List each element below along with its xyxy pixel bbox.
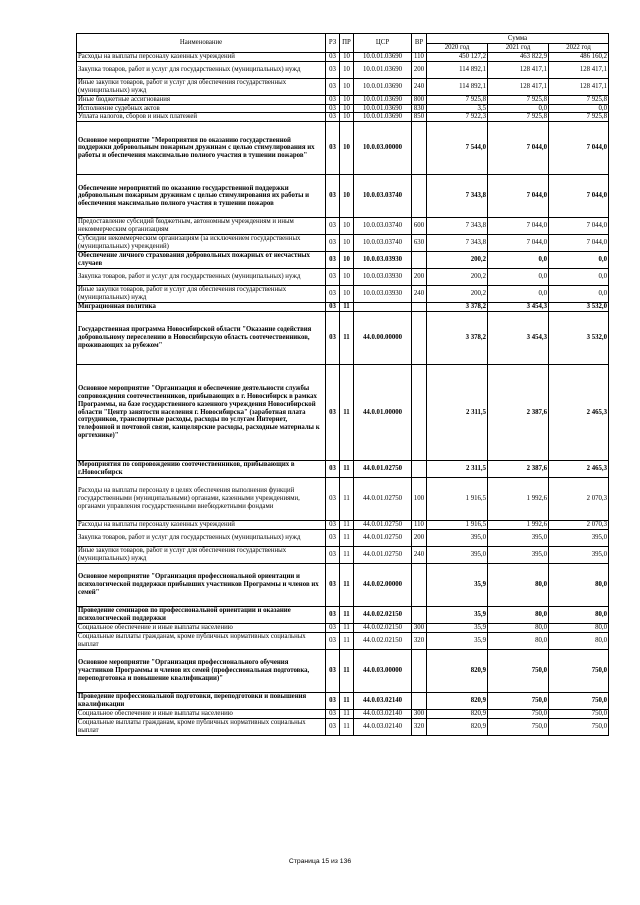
row-name-cell: Основное мероприятие "Организация профессиональной ориентации и психологической поддержки прибывших участников Программы и членов их семей" xyxy=(77,563,326,606)
row-csr-cell: 10.0.01.03690 xyxy=(354,113,412,122)
row-name-cell: Исполнение судебных актов xyxy=(77,104,326,113)
row-rz-cell: 03 xyxy=(326,218,340,235)
table-row xyxy=(77,461,609,478)
row-2022-cell: 3 532,0 xyxy=(549,303,609,312)
row-2020-cell: 3 378,2 xyxy=(427,303,488,312)
row-2021-cell: 395,0 xyxy=(488,529,549,546)
row-pr-cell: 11 xyxy=(340,529,354,546)
row-vr-cell xyxy=(412,649,427,692)
row-csr-cell: 44.0.01.02750 xyxy=(354,521,412,530)
row-csr-cell: 10.0.03.03930 xyxy=(354,269,412,286)
row-name-cell: Закупка товаров, работ и услуг для государственных (муниципальных) нужд xyxy=(77,529,326,546)
row-2020-cell: 7 922,3 xyxy=(427,113,488,122)
row-rz-cell: 03 xyxy=(326,269,340,286)
row-rz-cell: 03 xyxy=(326,709,340,718)
row-2022-cell: 0,0 xyxy=(549,269,609,286)
row-2021-cell: 7 044,0 xyxy=(488,122,549,175)
table-row xyxy=(77,632,609,649)
row-pr-cell: 11 xyxy=(340,718,354,735)
row-name-cell: Субсидии некоммерческим организациям (за исключением государственных (муниципальных) учреждений) xyxy=(77,235,326,252)
row-pr-cell: 10 xyxy=(340,61,354,78)
row-2022-cell: 750,0 xyxy=(549,709,609,718)
table-row xyxy=(77,365,609,461)
row-rz-cell: 03 xyxy=(326,104,340,113)
table-row xyxy=(77,529,609,546)
row-name-cell: Социальные выплаты гражданам, кроме публичных нормативных социальных выплат xyxy=(77,632,326,649)
row-pr-cell: 11 xyxy=(340,546,354,563)
row-name-cell: Уплата налогов, сборов и иных платежей xyxy=(77,113,326,122)
row-csr-cell: 10.0.01.03690 xyxy=(354,95,412,104)
row-2020-cell: 200,2 xyxy=(427,286,488,303)
row-2022-cell: 7 044,0 xyxy=(549,218,609,235)
row-2020-cell: 820,9 xyxy=(427,649,488,692)
row-2021-cell: 1 992,6 xyxy=(488,521,549,530)
row-2022-cell: 2 070,3 xyxy=(549,521,609,530)
row-pr-cell: 10 xyxy=(340,218,354,235)
row-2021-cell: 0,0 xyxy=(488,286,549,303)
row-name-cell: Социальное обеспечение и иные выплаты населению xyxy=(77,623,326,632)
col-header-rz: РЗ xyxy=(326,34,340,53)
row-2020-cell: 450 127,2 xyxy=(427,53,488,62)
row-name-cell: Обеспечение личного страхования добровольных пожарных от несчастных случаев xyxy=(77,252,326,269)
row-2021-cell: 3 454,3 xyxy=(488,303,549,312)
row-vr-cell: 830 xyxy=(412,104,427,113)
row-name-cell: Иные закупки товаров, работ и услуг для обеспечения государственных (муниципальных) нужд xyxy=(77,546,326,563)
row-pr-cell: 11 xyxy=(340,461,354,478)
row-rz-cell: 03 xyxy=(326,53,340,62)
row-name-cell: Основное мероприятие "Организация профессионального обучения участников Программы и членов их семей (профессиональная подготовка, переподготовка и повышение квалификации)" xyxy=(77,649,326,692)
row-vr-cell: 800 xyxy=(412,95,427,104)
row-pr-cell: 11 xyxy=(340,606,354,623)
row-csr-cell: 10.0.03.03740 xyxy=(354,218,412,235)
row-csr-cell: 44.0.03.00000 xyxy=(354,649,412,692)
row-csr-cell xyxy=(354,303,412,312)
table-row xyxy=(77,286,609,303)
row-2020-cell: 114 892,1 xyxy=(427,61,488,78)
row-2021-cell: 2 387,6 xyxy=(488,461,549,478)
row-2020-cell: 35,9 xyxy=(427,623,488,632)
row-csr-cell: 10.0.03.03740 xyxy=(354,235,412,252)
row-rz-cell: 03 xyxy=(326,122,340,175)
row-csr-cell: 44.0.01.02750 xyxy=(354,461,412,478)
row-pr-cell: 10 xyxy=(340,269,354,286)
row-name-cell: Основное мероприятие "Организация и обеспечение деятельности службы сопровождения соотечественников, прибывающих в г. Новосибирск в рамках Программы, на базе государственного казенного учреждения Новосибирской области "Центр занятости населения г. Новосибирска" (заработная плата сотрудников, транспортные расходы, расходы по услугам Интернет, телефонной и почтовой связи, канцелярские расходы, расходные материалы к оргтехнике)" xyxy=(77,365,326,461)
row-rz-cell: 03 xyxy=(326,61,340,78)
row-pr-cell: 10 xyxy=(340,286,354,303)
table-header xyxy=(77,34,609,53)
row-vr-cell: 110 xyxy=(412,53,427,62)
row-pr-cell: 11 xyxy=(340,478,354,521)
row-2020-cell: 395,0 xyxy=(427,546,488,563)
row-csr-cell: 10.0.03.03740 xyxy=(354,175,412,218)
table-row xyxy=(77,104,609,113)
row-vr-cell: 200 xyxy=(412,529,427,546)
row-2020-cell: 200,2 xyxy=(427,252,488,269)
table-row xyxy=(77,563,609,606)
row-2021-cell: 1 992,6 xyxy=(488,478,549,521)
row-vr-cell: 110 xyxy=(412,521,427,530)
row-name-cell: Проведение профессиональной подготовки, переподготовки и повышения квалификации xyxy=(77,692,326,709)
row-2020-cell: 7 343,8 xyxy=(427,218,488,235)
row-2022-cell: 0,0 xyxy=(549,286,609,303)
row-rz-cell: 03 xyxy=(326,623,340,632)
col-header-2021: 2021 год xyxy=(488,44,549,53)
row-2021-cell: 80,0 xyxy=(488,623,549,632)
row-rz-cell: 03 xyxy=(326,478,340,521)
row-rz-cell: 03 xyxy=(326,692,340,709)
col-header-pr: ПР xyxy=(340,34,354,53)
row-csr-cell: 44.0.03.02140 xyxy=(354,709,412,718)
row-vr-cell: 300 xyxy=(412,709,427,718)
row-2022-cell: 486 160,2 xyxy=(549,53,609,62)
row-2020-cell: 3 378,2 xyxy=(427,312,488,365)
row-pr-cell: 10 xyxy=(340,113,354,122)
row-vr-cell: 100 xyxy=(412,478,427,521)
row-csr-cell: 44.0.00.00000 xyxy=(354,312,412,365)
row-2022-cell: 2 465,3 xyxy=(549,461,609,478)
row-csr-cell: 10.0.03.03930 xyxy=(354,286,412,303)
row-csr-cell: 10.0.03.00000 xyxy=(354,122,412,175)
row-pr-cell: 10 xyxy=(340,122,354,175)
row-csr-cell: 44.0.02.02150 xyxy=(354,606,412,623)
row-2022-cell: 750,0 xyxy=(549,718,609,735)
page-number: Страница 15 из 136 xyxy=(288,858,352,865)
table-row xyxy=(77,53,609,62)
row-rz-cell: 03 xyxy=(326,286,340,303)
row-pr-cell: 10 xyxy=(340,53,354,62)
table-row xyxy=(77,235,609,252)
col-header-2020: 2020 год xyxy=(427,44,488,53)
row-2022-cell: 7 044,0 xyxy=(549,122,609,175)
row-rz-cell: 03 xyxy=(326,113,340,122)
table-row xyxy=(77,252,609,269)
table-row xyxy=(77,61,609,78)
row-vr-cell: 240 xyxy=(412,78,427,95)
row-2021-cell: 0,0 xyxy=(488,104,549,113)
row-rz-cell: 03 xyxy=(326,606,340,623)
row-2022-cell: 750,0 xyxy=(549,692,609,709)
row-2021-cell: 128 417,1 xyxy=(488,78,549,95)
row-2022-cell: 7 925,8 xyxy=(549,95,609,104)
row-2022-cell: 80,0 xyxy=(549,632,609,649)
row-2020-cell: 3,5 xyxy=(427,104,488,113)
col-header-name: Наименование xyxy=(77,34,326,53)
row-csr-cell: 44.0.01.02750 xyxy=(354,546,412,563)
row-pr-cell: 11 xyxy=(340,521,354,530)
row-csr-cell: 10.0.03.03930 xyxy=(354,252,412,269)
row-rz-cell: 03 xyxy=(326,235,340,252)
row-2021-cell: 750,0 xyxy=(488,718,549,735)
table-row xyxy=(77,478,609,521)
row-vr-cell xyxy=(412,312,427,365)
table-row xyxy=(77,692,609,709)
row-vr-cell xyxy=(412,461,427,478)
table-row xyxy=(77,649,609,692)
row-name-cell: Иные закупки товаров, работ и услуг для обеспечения государственных (муниципальных) нужд xyxy=(77,78,326,95)
row-2021-cell: 0,0 xyxy=(488,269,549,286)
row-2022-cell: 128 417,1 xyxy=(549,61,609,78)
row-name-cell: Проведение семинаров по профессиональной ориентации и оказание психологической поддержки xyxy=(77,606,326,623)
row-2021-cell: 2 387,6 xyxy=(488,365,549,461)
row-pr-cell: 10 xyxy=(340,95,354,104)
row-vr-cell: 630 xyxy=(412,235,427,252)
row-vr-cell xyxy=(412,606,427,623)
row-2020-cell: 7 343,8 xyxy=(427,175,488,218)
row-name-cell: Обеспечение мероприятий по оказанию государственной поддержки добровольным пожарным дружинам с целью стимулирования их работы и обеспечения максимально полного участия в тушении пожаров xyxy=(77,175,326,218)
row-csr-cell: 10.0.01.03690 xyxy=(354,53,412,62)
row-vr-cell xyxy=(412,692,427,709)
budget-table xyxy=(76,33,609,736)
row-name-cell: Иные бюджетные ассигнования xyxy=(77,95,326,104)
row-pr-cell: 11 xyxy=(340,623,354,632)
row-2020-cell: 1 916,5 xyxy=(427,478,488,521)
row-csr-cell: 44.0.01.00000 xyxy=(354,365,412,461)
table-row xyxy=(77,122,609,175)
row-2021-cell: 750,0 xyxy=(488,649,549,692)
row-2020-cell: 7 925,8 xyxy=(427,95,488,104)
row-2022-cell: 3 532,0 xyxy=(549,312,609,365)
row-name-cell: Предоставление субсидий бюджетным, автономным учреждениям и иным некоммерческим организациям xyxy=(77,218,326,235)
row-pr-cell: 11 xyxy=(340,563,354,606)
row-vr-cell: 600 xyxy=(412,218,427,235)
row-rz-cell: 03 xyxy=(326,563,340,606)
row-2022-cell: 7 925,8 xyxy=(549,113,609,122)
row-pr-cell: 10 xyxy=(340,104,354,113)
row-csr-cell: 10.0.01.03690 xyxy=(354,104,412,113)
row-pr-cell: 11 xyxy=(340,709,354,718)
row-rz-cell: 03 xyxy=(326,718,340,735)
row-pr-cell: 10 xyxy=(340,252,354,269)
row-2020-cell: 35,9 xyxy=(427,563,488,606)
row-pr-cell: 11 xyxy=(340,303,354,312)
row-2021-cell: 7 044,0 xyxy=(488,218,549,235)
row-pr-cell: 11 xyxy=(340,312,354,365)
table-row xyxy=(77,709,609,718)
row-name-cell: Социальное обеспечение и иные выплаты населению xyxy=(77,709,326,718)
row-rz-cell: 03 xyxy=(326,95,340,104)
row-vr-cell: 300 xyxy=(412,623,427,632)
row-2020-cell: 114 892,1 xyxy=(427,78,488,95)
row-rz-cell: 03 xyxy=(326,175,340,218)
row-rz-cell: 03 xyxy=(326,461,340,478)
row-csr-cell: 10.0.01.03690 xyxy=(354,78,412,95)
row-2020-cell: 820,9 xyxy=(427,718,488,735)
row-pr-cell: 11 xyxy=(340,632,354,649)
row-pr-cell: 11 xyxy=(340,649,354,692)
row-name-cell: Расходы на выплаты персоналу в целях обеспечения выполнения функций государственными (муниципальными) органами, казенными учреждениями, органами управления государственными внебюджетными фондами xyxy=(77,478,326,521)
row-csr-cell: 44.0.03.02140 xyxy=(354,718,412,735)
row-vr-cell: 320 xyxy=(412,718,427,735)
row-2021-cell: 7 044,0 xyxy=(488,175,549,218)
row-2022-cell: 128 417,1 xyxy=(549,78,609,95)
row-pr-cell: 10 xyxy=(340,235,354,252)
row-rz-cell: 03 xyxy=(326,365,340,461)
col-header-csr: ЦСР xyxy=(354,34,412,53)
row-2021-cell: 750,0 xyxy=(488,709,549,718)
row-rz-cell: 03 xyxy=(326,312,340,365)
col-header-sum: Сумма xyxy=(427,34,609,44)
row-name-cell: Закупка товаров, работ и услуг для государственных (муниципальных) нужд xyxy=(77,269,326,286)
row-2022-cell: 2 070,3 xyxy=(549,478,609,521)
row-2021-cell: 3 454,3 xyxy=(488,312,549,365)
row-name-cell: Государственная программа Новосибирской области "Оказание содействия добровольному переселению в Новосибирскую область соотечественников, проживающих за рубежом" xyxy=(77,312,326,365)
row-pr-cell: 10 xyxy=(340,78,354,95)
row-2020-cell: 820,9 xyxy=(427,709,488,718)
row-csr-cell: 44.0.02.02150 xyxy=(354,623,412,632)
row-name-cell: Иные закупки товаров, работ и услуг для обеспечения государственных (муниципальных) нужд xyxy=(77,286,326,303)
table-row xyxy=(77,269,609,286)
row-vr-cell xyxy=(412,303,427,312)
table-body xyxy=(77,53,609,736)
row-rz-cell: 03 xyxy=(326,529,340,546)
table-row xyxy=(77,78,609,95)
row-rz-cell: 03 xyxy=(326,632,340,649)
row-2022-cell: 7 044,0 xyxy=(549,175,609,218)
table-row xyxy=(77,303,609,312)
row-vr-cell xyxy=(412,122,427,175)
row-2022-cell: 750,0 xyxy=(549,649,609,692)
row-2020-cell: 1 916,5 xyxy=(427,521,488,530)
row-csr-cell: 10.0.01.03690 xyxy=(354,61,412,78)
table-row xyxy=(77,623,609,632)
row-2022-cell: 0,0 xyxy=(549,104,609,113)
row-rz-cell: 03 xyxy=(326,649,340,692)
row-vr-cell: 200 xyxy=(412,61,427,78)
row-name-cell: Основное мероприятие "Мероприятия по оказанию государственной поддержки добровольным пожарным дружинам с целью стимулирования их работы и обеспечения максимально полного участия в тушении пожаров" xyxy=(77,122,326,175)
row-name-cell: Социальные выплаты гражданам, кроме публичных нормативных социальных выплат xyxy=(77,718,326,735)
row-2020-cell: 395,0 xyxy=(427,529,488,546)
row-2021-cell: 80,0 xyxy=(488,563,549,606)
row-csr-cell: 44.0.01.02750 xyxy=(354,529,412,546)
col-header-vr: ВР xyxy=(412,34,427,53)
row-vr-cell: 240 xyxy=(412,286,427,303)
row-2022-cell: 7 044,0 xyxy=(549,235,609,252)
row-2022-cell: 80,0 xyxy=(549,606,609,623)
table-row xyxy=(77,95,609,104)
row-csr-cell: 44.0.03.02140 xyxy=(354,692,412,709)
row-name-cell: Расходы на выплаты персоналу казенных учреждений xyxy=(77,521,326,530)
row-2021-cell: 128 417,1 xyxy=(488,61,549,78)
row-vr-cell xyxy=(412,365,427,461)
col-header-2022: 2022 год xyxy=(549,44,609,53)
row-name-cell: Закупка товаров, работ и услуг для государственных (муниципальных) нужд xyxy=(77,61,326,78)
row-csr-cell: 44.0.02.00000 xyxy=(354,563,412,606)
row-vr-cell xyxy=(412,175,427,218)
table-row xyxy=(77,718,609,735)
row-vr-cell xyxy=(412,563,427,606)
row-2021-cell: 463 822,9 xyxy=(488,53,549,62)
table-row xyxy=(77,218,609,235)
row-vr-cell xyxy=(412,252,427,269)
row-2020-cell: 7 343,8 xyxy=(427,235,488,252)
row-rz-cell: 03 xyxy=(326,546,340,563)
row-2022-cell: 80,0 xyxy=(549,563,609,606)
row-2021-cell: 750,0 xyxy=(488,692,549,709)
row-2020-cell: 7 544,0 xyxy=(427,122,488,175)
table-row xyxy=(77,312,609,365)
row-2021-cell: 80,0 xyxy=(488,606,549,623)
row-2022-cell: 395,0 xyxy=(549,529,609,546)
row-name-cell: Мероприятия по сопровождению соотечественников, прибывающих в г.Новосибирск xyxy=(77,461,326,478)
row-2021-cell: 395,0 xyxy=(488,546,549,563)
row-pr-cell: 11 xyxy=(340,692,354,709)
row-rz-cell: 03 xyxy=(326,303,340,312)
row-vr-cell: 850 xyxy=(412,113,427,122)
row-csr-cell: 44.0.01.02750 xyxy=(354,478,412,521)
row-2022-cell: 80,0 xyxy=(549,623,609,632)
table-row xyxy=(77,606,609,623)
row-2022-cell: 0,0 xyxy=(549,252,609,269)
row-2021-cell: 7 925,8 xyxy=(488,113,549,122)
row-2021-cell: 7 044,0 xyxy=(488,235,549,252)
row-2021-cell: 0,0 xyxy=(488,252,549,269)
row-rz-cell: 03 xyxy=(326,252,340,269)
row-vr-cell: 200 xyxy=(412,269,427,286)
row-2020-cell: 820,9 xyxy=(427,692,488,709)
row-2020-cell: 2 311,5 xyxy=(427,365,488,461)
table-row xyxy=(77,546,609,563)
row-2022-cell: 395,0 xyxy=(549,546,609,563)
row-name-cell: Миграционная политика xyxy=(77,303,326,312)
row-name-cell: Расходы на выплаты персоналу казенных учреждений xyxy=(77,53,326,62)
row-pr-cell: 11 xyxy=(340,365,354,461)
row-pr-cell: 10 xyxy=(340,175,354,218)
row-2021-cell: 7 925,8 xyxy=(488,95,549,104)
row-2022-cell: 2 465,3 xyxy=(549,365,609,461)
row-rz-cell: 03 xyxy=(326,521,340,530)
row-csr-cell: 44.0.02.02150 xyxy=(354,632,412,649)
row-rz-cell: 03 xyxy=(326,78,340,95)
row-vr-cell: 320 xyxy=(412,632,427,649)
row-vr-cell: 240 xyxy=(412,546,427,563)
row-2020-cell: 2 311,5 xyxy=(427,461,488,478)
row-2020-cell: 35,9 xyxy=(427,632,488,649)
row-2020-cell: 200,2 xyxy=(427,269,488,286)
row-2020-cell: 35,9 xyxy=(427,606,488,623)
table-row xyxy=(77,175,609,218)
row-2021-cell: 80,0 xyxy=(488,632,549,649)
table-row xyxy=(77,113,609,122)
table-row xyxy=(77,521,609,530)
